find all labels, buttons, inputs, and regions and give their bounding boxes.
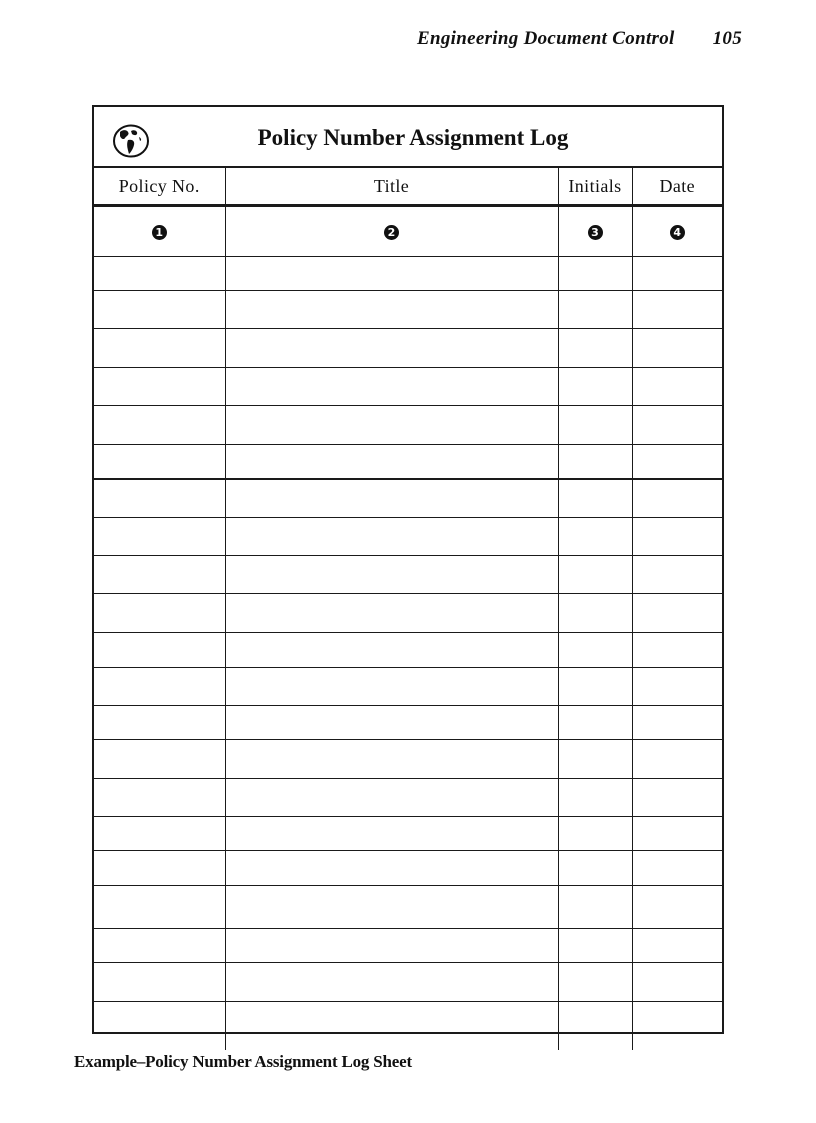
header-date: Date <box>632 168 722 206</box>
log-cell-title[interactable] <box>225 1002 558 1051</box>
log-row <box>94 518 722 556</box>
header-policy-no: Policy No. <box>94 168 225 206</box>
log-cell-title[interactable] <box>225 817 558 851</box>
log-row <box>94 445 722 480</box>
log-cell-title[interactable] <box>225 740 558 779</box>
log-row <box>94 963 722 1002</box>
marker-2-icon: 2 <box>384 225 399 240</box>
log-cell-initials[interactable] <box>558 886 632 929</box>
log-row <box>94 594 722 633</box>
log-cell-policy-no[interactable] <box>94 445 225 480</box>
log-cell-initials[interactable] <box>558 706 632 740</box>
log-row <box>94 740 722 779</box>
log-cell-date[interactable] <box>632 556 722 594</box>
log-cell-date[interactable] <box>632 740 722 779</box>
log-row <box>94 779 722 817</box>
log-cell-initials[interactable] <box>558 633 632 668</box>
log-row <box>94 291 722 329</box>
marker-cell-policy-no <box>94 206 225 257</box>
log-cell-policy-no[interactable] <box>94 929 225 963</box>
log-cell-date[interactable] <box>632 706 722 740</box>
log-cell-date[interactable] <box>632 329 722 368</box>
log-cell-title[interactable] <box>225 886 558 929</box>
log-cell-title[interactable] <box>225 368 558 406</box>
log-cell-policy-no[interactable] <box>94 257 225 291</box>
log-row <box>94 406 722 445</box>
log-cell-title[interactable] <box>225 406 558 445</box>
header-initials: Initials <box>558 168 632 206</box>
log-cell-date[interactable] <box>632 368 722 406</box>
log-cell-policy-no[interactable] <box>94 329 225 368</box>
log-cell-policy-no[interactable] <box>94 633 225 668</box>
log-cell-initials[interactable] <box>558 257 632 291</box>
marker-cell-title <box>225 206 558 257</box>
header-row <box>94 168 722 206</box>
log-cell-date[interactable] <box>632 633 722 668</box>
log-row <box>94 851 722 886</box>
log-row <box>94 668 722 706</box>
log-cell-policy-no[interactable] <box>94 368 225 406</box>
log-cell-initials[interactable] <box>558 668 632 706</box>
figure-caption: Example–Policy Number Assignment Log Sheet <box>74 1052 412 1071</box>
log-cell-policy-no[interactable] <box>94 817 225 851</box>
form-title-bar <box>94 107 722 168</box>
log-cell-initials[interactable] <box>558 817 632 851</box>
log-row <box>94 329 722 368</box>
log-form <box>92 105 724 1034</box>
log-cell-title[interactable] <box>225 963 558 1002</box>
log-cell-initials[interactable] <box>558 929 632 963</box>
marker-1-icon: 1 <box>152 225 167 240</box>
log-cell-initials[interactable] <box>558 556 632 594</box>
log-cell-initials[interactable] <box>558 445 632 480</box>
log-table <box>94 168 722 1050</box>
log-cell-policy-no[interactable] <box>94 291 225 329</box>
log-row <box>94 556 722 594</box>
log-cell-title[interactable] <box>225 779 558 817</box>
log-row <box>94 706 722 740</box>
log-cell-initials[interactable] <box>558 740 632 779</box>
log-cell-initials[interactable] <box>558 963 632 1002</box>
log-cell-title[interactable] <box>225 291 558 329</box>
log-cell-title[interactable] <box>225 929 558 963</box>
log-cell-initials[interactable] <box>558 291 632 329</box>
log-cell-date[interactable] <box>632 1002 722 1051</box>
page-number: 105 <box>712 28 742 49</box>
log-cell-policy-no[interactable] <box>94 779 225 817</box>
log-row <box>94 633 722 668</box>
log-cell-initials[interactable] <box>558 779 632 817</box>
log-cell-initials[interactable] <box>558 851 632 886</box>
log-cell-title[interactable] <box>225 594 558 633</box>
log-cell-policy-no[interactable] <box>94 668 225 706</box>
header-title: Title <box>225 168 558 206</box>
log-cell-title[interactable] <box>225 329 558 368</box>
log-cell-title[interactable] <box>225 556 558 594</box>
log-cell-date[interactable] <box>632 779 722 817</box>
log-cell-initials[interactable] <box>558 329 632 368</box>
log-cell-date[interactable] <box>632 479 722 518</box>
log-cell-date[interactable] <box>632 817 722 851</box>
log-cell-initials[interactable] <box>558 406 632 445</box>
log-row <box>94 479 722 518</box>
marker-row <box>94 206 722 257</box>
log-row <box>94 886 722 929</box>
log-cell-policy-no[interactable] <box>94 406 225 445</box>
marker-4-icon: 4 <box>670 225 685 240</box>
running-head <box>417 28 742 50</box>
log-cell-policy-no[interactable] <box>94 556 225 594</box>
log-cell-date[interactable] <box>632 257 722 291</box>
log-cell-policy-no[interactable] <box>94 706 225 740</box>
log-cell-initials[interactable] <box>558 594 632 633</box>
log-cell-title[interactable] <box>225 479 558 518</box>
log-cell-date[interactable] <box>632 851 722 886</box>
log-cell-policy-no[interactable] <box>94 594 225 633</box>
log-cell-policy-no[interactable] <box>94 851 225 886</box>
log-cell-policy-no[interactable] <box>94 963 225 1002</box>
log-cell-title[interactable] <box>225 668 558 706</box>
log-cell-title[interactable] <box>225 445 558 480</box>
log-cell-date[interactable] <box>632 518 722 556</box>
log-row <box>94 368 722 406</box>
form-title: Policy Number Assignment Log <box>257 125 569 150</box>
log-cell-initials[interactable] <box>558 479 632 518</box>
marker-cell-initials <box>558 206 632 257</box>
log-cell-date[interactable] <box>632 929 722 963</box>
log-row <box>94 1002 722 1051</box>
log-cell-date[interactable] <box>632 406 722 445</box>
log-cell-date[interactable] <box>632 886 722 929</box>
marker-cell-date <box>632 206 722 257</box>
log-cell-date[interactable] <box>632 291 722 329</box>
log-cell-title[interactable] <box>225 518 558 556</box>
log-row <box>94 817 722 851</box>
log-cell-date[interactable] <box>632 668 722 706</box>
log-cell-title[interactable] <box>225 257 558 291</box>
log-cell-date[interactable] <box>632 445 722 480</box>
log-row <box>94 929 722 963</box>
log-cell-initials[interactable] <box>558 368 632 406</box>
log-cell-initials[interactable] <box>558 518 632 556</box>
log-cell-date[interactable] <box>632 963 722 1002</box>
log-cell-policy-no[interactable] <box>94 518 225 556</box>
log-cell-title[interactable] <box>225 633 558 668</box>
log-row <box>94 257 722 291</box>
log-cell-policy-no[interactable] <box>94 1002 225 1051</box>
running-head-title: Engineering Document Control <box>417 28 675 49</box>
log-cell-title[interactable] <box>225 851 558 886</box>
marker-3-icon: 3 <box>588 225 603 240</box>
log-cell-policy-no[interactable] <box>94 886 225 929</box>
log-cell-title[interactable] <box>225 706 558 740</box>
log-cell-policy-no[interactable] <box>94 740 225 779</box>
log-cell-policy-no[interactable] <box>94 479 225 518</box>
log-cell-date[interactable] <box>632 594 722 633</box>
log-cell-initials[interactable] <box>558 1002 632 1051</box>
